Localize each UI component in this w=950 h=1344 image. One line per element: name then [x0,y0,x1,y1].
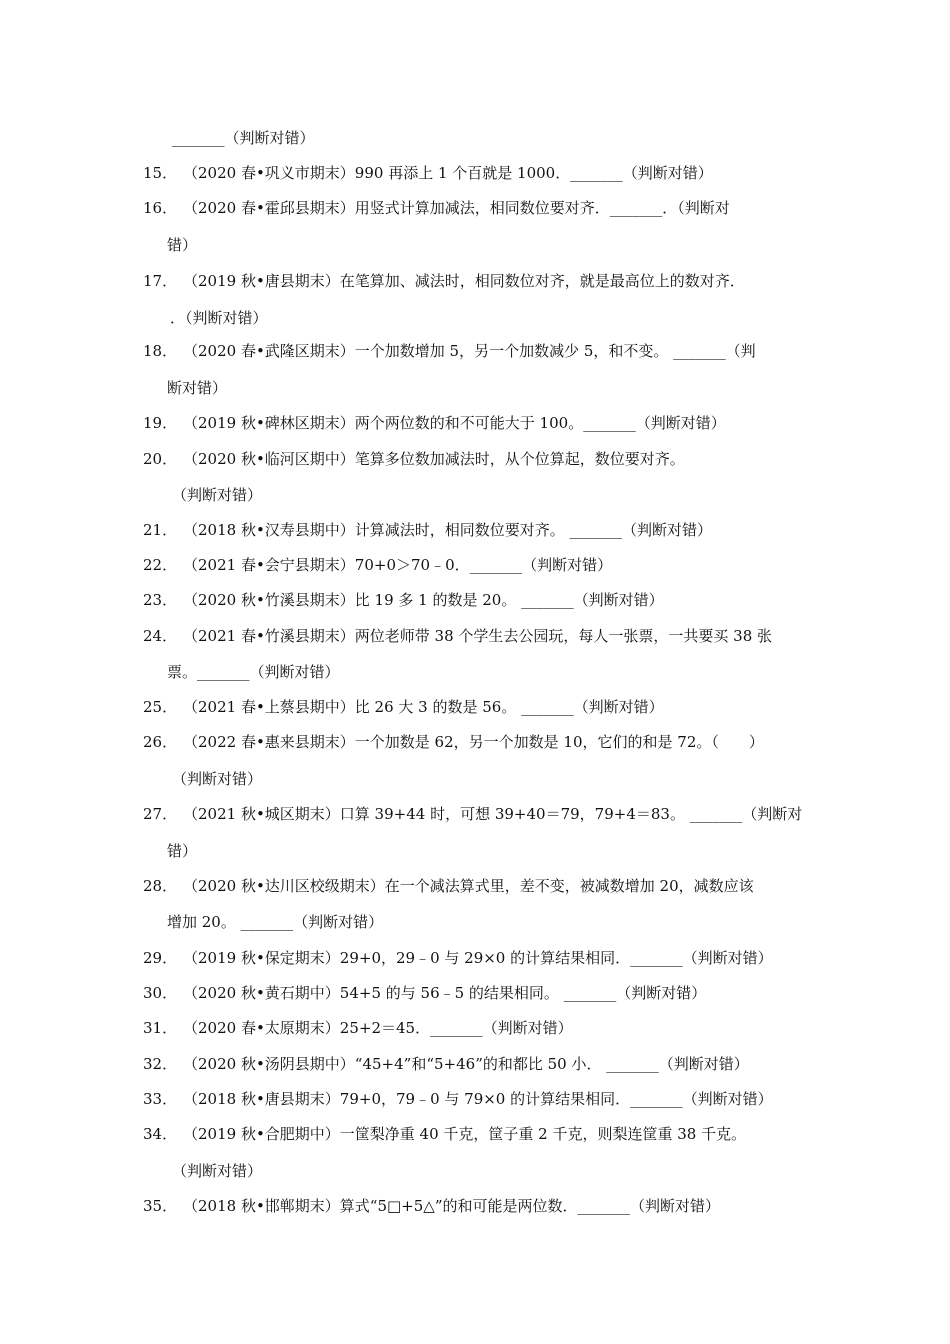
question-number: 24． [143,627,178,645]
question-text: （2019 秋•保定期末）29+0，29﹣0 与 29×0 的计算结果相同．_______（判断对错） [183,949,773,967]
question-text: （2021 秋•城区期末）口算 39+44 时，可想 39+40＝79，79+4＝83。 _______（判断对 [183,805,803,823]
question-text: （2021 春•上蔡县期中）比 26 大 3 的数是 56。 _______（判断对错） [183,698,664,716]
question-text: （2019 秋•唐县期末）在笔算加、减法时，相同数位对齐，就是最高位上的数对齐． [183,272,745,290]
question-text: （2020 秋•达川区校级期末）在一个减法算式里，差不变，被减数增加 20，减数应该 [183,877,754,895]
question-text: （2018 秋•邯郸期末）算式“5□+5△”的和可能是两位数．_______（判断对错） [183,1197,720,1215]
question-number: 16． [143,199,178,217]
question-text: （2020 秋•黄石期中）54+5 的与 56﹣5 的结果相同。 _______（判断对错） [183,984,707,1002]
question-number: 28． [143,877,178,895]
question-number: 27． [143,805,178,823]
question-text: （2022 春•惠来县期末）一个加数是 62，另一个加数是 10，它们的和是 72。（ ） [183,733,764,751]
question-text: （判断对错） [172,486,263,504]
question-text: （2020 秋•临河区期中）笔算多位数加减法时，从个位算起，数位要对齐。 [183,450,685,468]
question-text: 错） [167,842,198,860]
question-number: 31． [143,1019,178,1037]
question-text: 断对错） [167,379,228,397]
question-text: 错） [167,236,198,254]
question-number: 35． [143,1197,178,1215]
question-text: （2019 秋•合肥期中）一筐梨净重 40 千克，筐子重 2 千克，则梨连筐重 38 千克。 [183,1125,747,1143]
question-text: （2020 春•霍邱县期末）用竖式计算加减法，相同数位要对齐．_______．（判断对 [183,199,730,217]
question-number: 34． [143,1125,178,1143]
question-text: （2020 春•太原期末）25+2＝45．_______（判断对错） [183,1019,573,1037]
question-text: ．（判断对错） [170,309,268,327]
question-number: 25． [143,698,178,716]
question-text: （2020 秋•汤阴县期中）“45+4”和“5+46”的和都比 50 小． _______（判断对错） [183,1055,749,1073]
question-number: 29． [143,949,178,967]
question-number: 18． [143,342,178,360]
question-number: 22． [143,556,178,574]
question-text: 票。_______（判断对错） [167,663,340,681]
question-number: 19． [143,414,178,432]
question-text: _______（判断对错） [172,129,315,147]
question-text: （2021 春•会宁县期末）70+0＞70﹣0．_______（判断对错） [183,556,613,574]
question-number: 30． [143,984,178,1002]
question-number: 15． [143,164,178,182]
question-text: （2020 春•巩义市期末）990 再添上 1 个百就是 1000．_______（判断对错） [183,164,713,182]
question-text: 增加 20。 _______（判断对错） [167,913,384,931]
question-text: （判断对错） [172,1162,263,1180]
question-text: （2021 春•竹溪县期末）两位老师带 38 个学生去公园玩，每人一张票，一共要买 38 张 [183,627,773,645]
question-number: 23． [143,591,178,609]
question-text: （2018 秋•唐县期末）79+0，79﹣0 与 79×0 的计算结果相同．_______（判断对错） [183,1090,773,1108]
question-text: （2019 秋•碑林区期末）两个两位数的和不可能大于 100。_______（判断对错） [183,414,726,432]
question-text: （2020 春•武隆区期末）一个加数增加 5，另一个加数减少 5，和不变。 _______（判 [183,342,756,360]
question-number: 32． [143,1055,178,1073]
question-number: 26． [143,733,178,751]
question-text: （2020 秋•竹溪县期末）比 19 多 1 的数是 20。 _______（判断对错） [183,591,664,609]
question-number: 17． [143,272,178,290]
question-number: 20． [143,450,178,468]
question-text: （2018 秋•汉寿县期中）计算减法时，相同数位要对齐。 _______（判断对错） [183,521,713,539]
question-text: （判断对错） [172,770,263,788]
question-number: 21． [143,521,178,539]
question-number: 33． [143,1090,178,1108]
